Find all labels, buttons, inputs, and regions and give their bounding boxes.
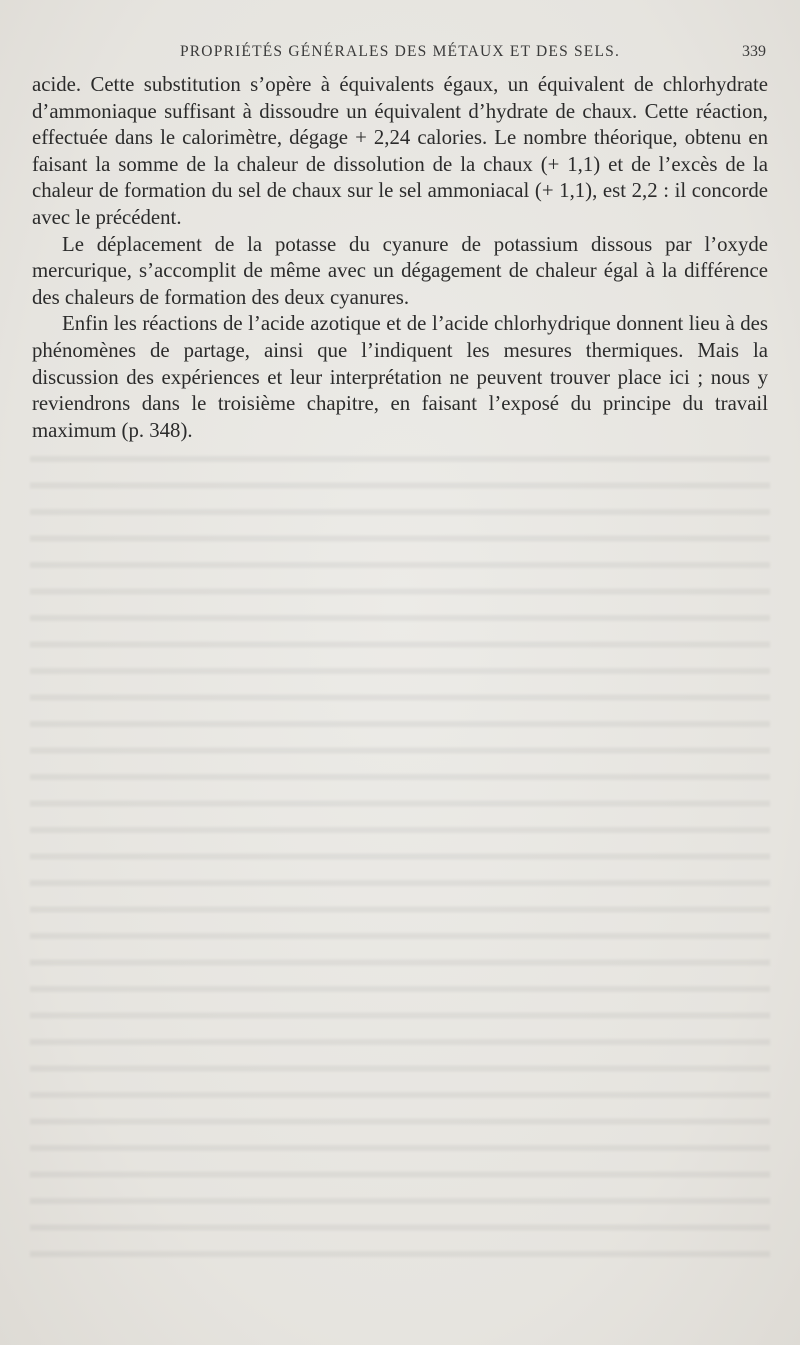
page-number: 339 [742,43,766,60]
running-title: PROPRIÉTÉS GÉNÉRALES DES MÉTAUX ET DES SELS. [179,43,621,60]
paragraph-cyanure: Le déplacement de la potasse du cyanure de potassium dissous par l’oxyde mercurique, s’accomplit de même avec un dégagement de chaleur égal à la différence des chaleurs de formation des deux cyanures. [32,232,768,309]
show-through-texture [30,440,770,1270]
body-text [32,72,768,444]
paragraph-partage: Enfin les réactions de l’acide azotique et de l’acide chlorhydrique donnent lieu à des phénomènes de partage, ainsi que l’indiquent les mesures thermiques. Mais la discussion des expériences et leur interprétation ne peuvent trouver place ici ; nous y reviendrons dans le troisième chapitre, en faisant l’exposé du principe du travail maximum (p. 348). [32,312,768,442]
paragraph-continuation: acide. Cette substitution s’opère à équivalents égaux, un équivalent de chlorhydrate d’ammoniaque suffisant à dissoudre un équivalent d’hydrate de chaux. Cette réaction, effectuée dans le calorimètre, dégage + 2,24 calories. Le nombre théorique, obtenu en faisant la somme de la chaleur de dissolution de la chaux (+ 1,1) et de l’excès de la chaleur de formation du sel de chaux sur le sel ammoniacal (+ 1,1), est 2,2 : il concorde avec le précédent. [32,73,768,229]
running-head [30,43,770,67]
